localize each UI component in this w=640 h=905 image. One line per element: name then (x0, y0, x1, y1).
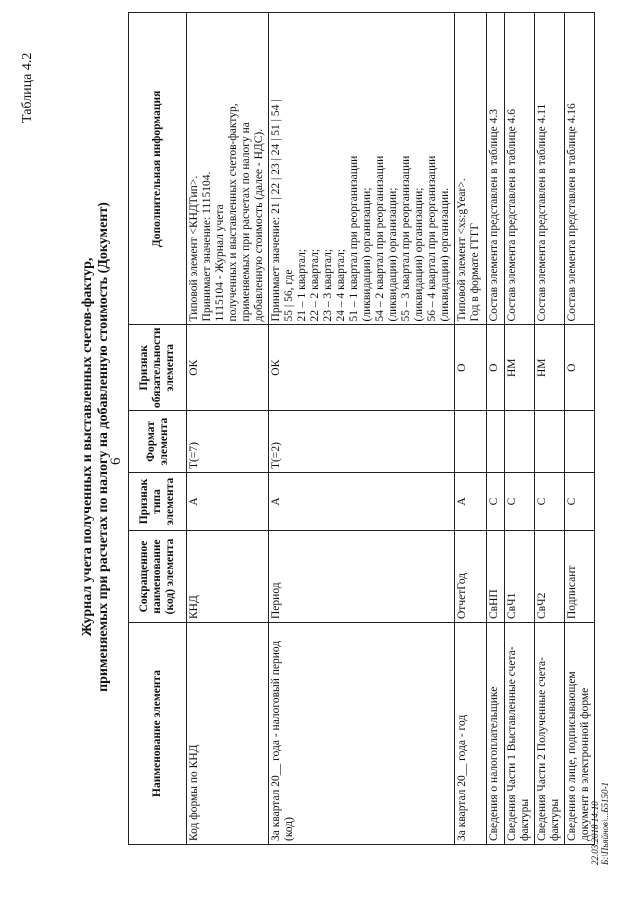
element-code: КНД (187, 531, 269, 623)
table-title-line-2: применяемых при расчетах по налогу на добавленную стоимость (Документ) (96, 202, 111, 692)
element-info: Типовой элемент <xs:gYear>. Год в формате ГГГГ (455, 13, 487, 325)
element-name: Код формы по КНД (187, 623, 269, 845)
table-number: Таблица 4.2 (20, 52, 35, 123)
header-name: Наименование элемента (129, 623, 187, 845)
element-info: Состав элемента представлен в таблице 4.16 (565, 13, 595, 325)
element-type: А (187, 473, 269, 531)
element-format: T(=7) (187, 411, 269, 473)
elements-table (128, 12, 595, 845)
table-header-row (129, 13, 187, 845)
element-code: СвЧ1 (505, 531, 535, 623)
element-required: НМ (505, 325, 535, 411)
element-info: Принимает значение: 21 | 22 | 23 | 24 | 51 | 54 | 55 | 56, где 21 – 1 квартал; 22 – 2 квартал; 23 – 3 квартал; 24 – 4 квартал; 51 – 1 квартал при реорганизации (ликвидации) организации; 54 – 2 квартал при реорганизации (ликвидации) организации; 55 – 3 квартал при реорганизации (ликвидации) организации; 56 – 4 квартал при реорганизации (ликвидации) организации. (269, 13, 455, 325)
header-format: Формат элемента (129, 411, 187, 473)
element-required: О (455, 325, 487, 411)
element-info: Типовой элемент <КНДТип>. Принимает значение: 1115104. 1115104 - Журнал учета полученных и выставленных счетов-фактур, применяемых при расчетах по налогу на добавленную стоимость (далее - НДС). (187, 13, 269, 325)
element-format (535, 411, 565, 473)
element-info: Состав элемента представлен в таблице 4.6 (505, 13, 535, 325)
element-format (565, 411, 595, 473)
table-row (455, 13, 487, 845)
element-format: T(=2) (269, 411, 455, 473)
header-type: Признак типа элемента (129, 473, 187, 531)
element-name: За квартал 20__ года - год (455, 623, 487, 845)
element-code: ОтчетГод (455, 531, 487, 623)
element-code: СвНП (487, 531, 505, 623)
element-code: Подписант (565, 531, 595, 623)
element-name: Сведения Части 1 Выставленные счета-фактуры (505, 623, 535, 845)
header-required: Признак обязательности элемента (129, 325, 187, 411)
element-type: С (565, 473, 595, 531)
element-required: О (487, 325, 505, 411)
element-type: А (455, 473, 487, 531)
element-format (455, 411, 487, 473)
table-row (505, 13, 535, 845)
table-row (535, 13, 565, 845)
file-stamp: 22.03.2018 14:10 Б:\Пьяйнов\...Б5150-1 (590, 781, 610, 865)
element-name: Сведения Части 2 Полученные счета-фактуры (535, 623, 565, 845)
element-info: Состав элемента представлен в таблице 4.3 (487, 13, 505, 325)
element-name: Сведения о налогоплательщике (487, 623, 505, 845)
page-number: 6 (108, 457, 124, 465)
element-required: ОК (269, 325, 455, 411)
element-code: Период (269, 531, 455, 623)
table-title-line-1: Журнал учета полученных и выставленных счетов-фактур, (80, 257, 95, 637)
element-format (487, 411, 505, 473)
table-row (269, 13, 455, 845)
table-row (565, 13, 595, 845)
element-code: СвЧ2 (535, 531, 565, 623)
element-format (505, 411, 535, 473)
element-type: С (487, 473, 505, 531)
element-info: Состав элемента представлен в таблице 4.11 (535, 13, 565, 325)
element-type: С (535, 473, 565, 531)
header-code: Сокращенное наименование (код) элемента (129, 531, 187, 623)
element-type: А (269, 473, 455, 531)
table-row (187, 13, 269, 845)
element-type: С (505, 473, 535, 531)
element-required: ОК (187, 325, 269, 411)
element-required: О (565, 325, 595, 411)
element-name: За квартал 20__ года - налоговый период (код) (269, 623, 455, 845)
element-name: Сведения о лице, подписывающем документ в электронной форме (565, 623, 595, 845)
element-required: НМ (535, 325, 565, 411)
header-info: Дополнительная информация (129, 13, 187, 325)
table-row (487, 13, 505, 845)
